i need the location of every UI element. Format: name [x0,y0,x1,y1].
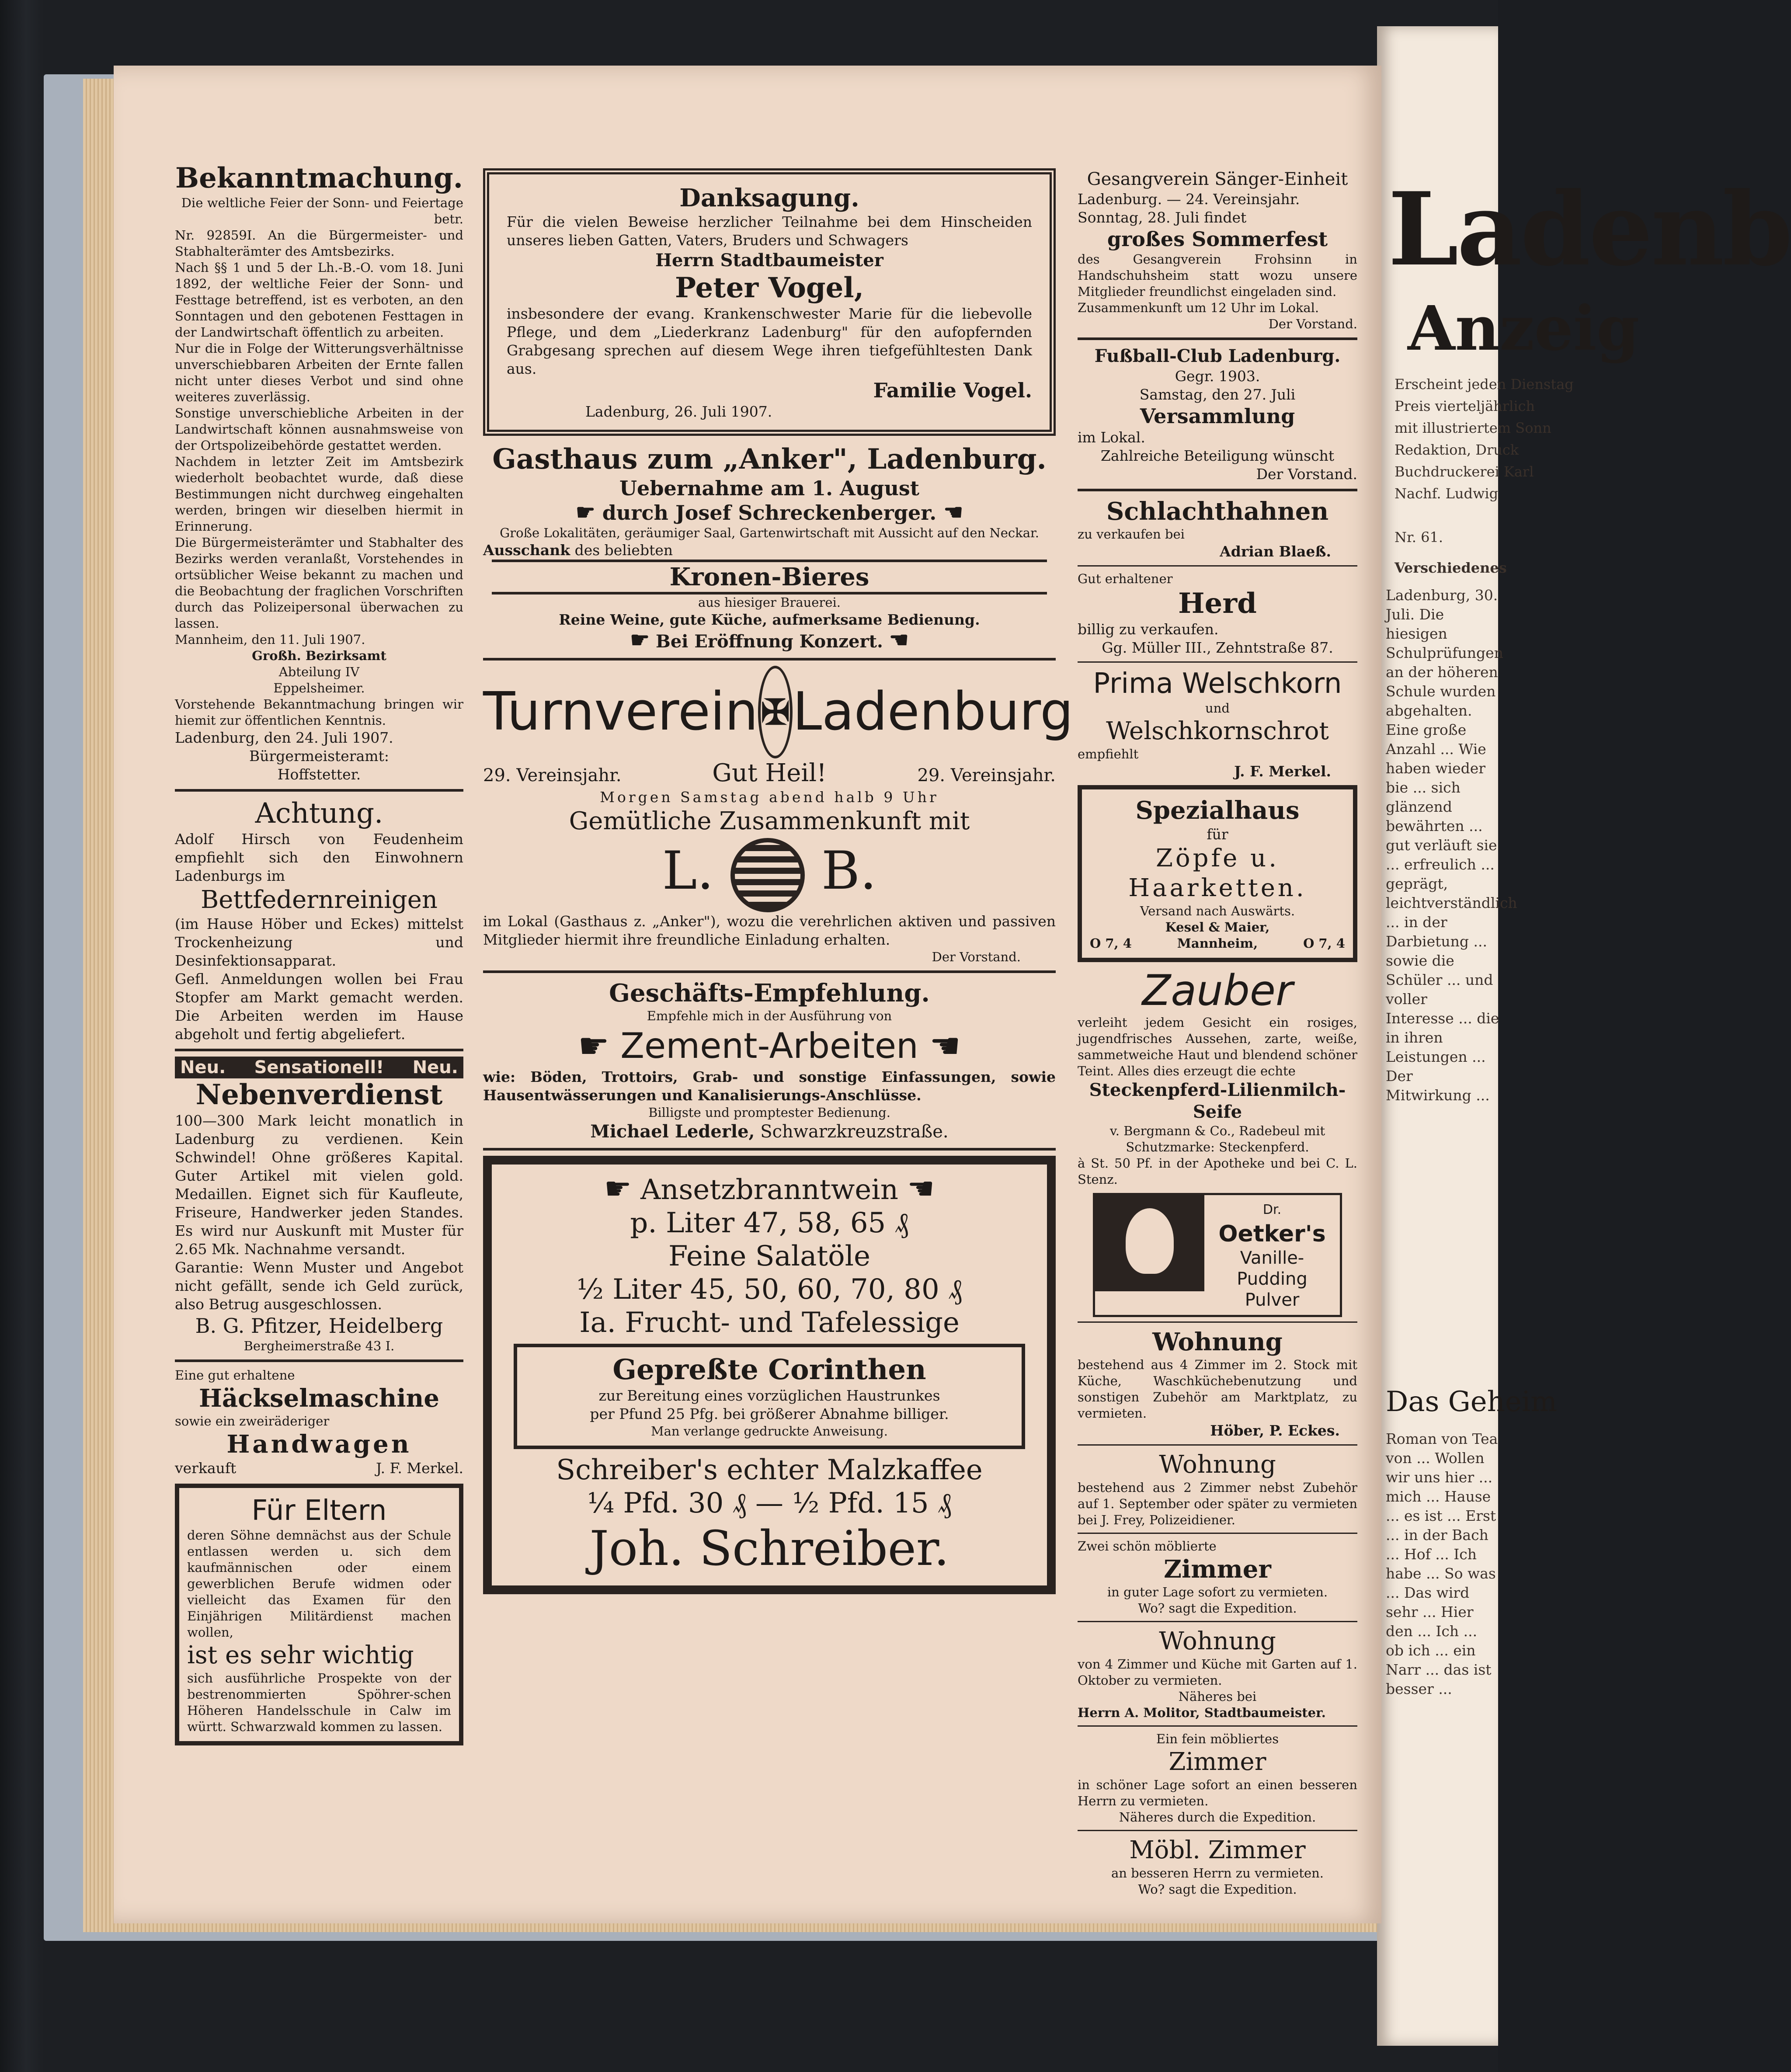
welschkorn-seller: J. F. Merkel. [1234,763,1331,780]
corinthen-text: Man verlange gedruckte Anweisung. [650,1423,888,1439]
sensational-label: Sensationell! [254,1057,384,1078]
fussball-title: Fußball-Club Ladenburg. [1094,346,1341,366]
pointing-hand-icon: ☚ [889,627,909,653]
nebenverdienst-text: Garantie: Wenn Muster und Angebot nicht gefällt, sende ich Geld zurück, also Betrug ausgeschlossen. [175,1259,463,1313]
hahnen-ad [1078,497,1357,561]
next-page-fragment [1377,26,1791,2046]
wohnung-ad-1 [1078,1327,1357,1440]
eltern-headline: ist es sehr wichtig [187,1641,414,1669]
announcement-signer: Eppelsheimer. [273,681,365,695]
oetker-ad [1093,1193,1342,1317]
spezialhaus-address: O 7, 4 [1303,936,1345,951]
eltern-text: deren Söhne demnächst aus der Schule entlassen werden u. sich dem kaufmännischen oder einem gewerblichen Berufe widmen oder vielleicht das Examen für den Einjährigen Militärdienst machen wollen, [187,1528,451,1640]
turnverein-ad [483,666,1074,965]
turnverein-year: 29. Vereinsjahr. [483,765,622,786]
announcement-number: Nr. 92859I. An die Bürgermeister- und Stabhalterämter des Amtsbezirks. [175,228,463,259]
next-page-article: Roman von Tea von ... Wollen wir uns hier ... mich ... Hause ... es ist ... Erst ... in der Bach ... Hof ... Ich habe ... So was ... Das wird sehr ... Hier den ... Ich ... ob ich ... ein Narr ... das ist besser ... [1386,1430,1498,1697]
danksagung-text: insbesondere der evang. Krankenschwester Marie für die liebevolle Pflege, und dem „Liederkranz Ladenburg" für den aufopfernden Grabgesang sprechen auf diesem Wege ihren tiefgefühltesten Dank aus. [507,305,1032,377]
schreiber-item: Schreiber's echter Malzkaffee [556,1453,983,1486]
wohnung-title: Wohnung [1159,1450,1276,1479]
barrel-icon [730,838,805,912]
wohnung-title: Wohnung [1159,1627,1276,1655]
zauber-text: v. Bergmann & Co., Radebeul mit Schutzmarke: Steckenpferd. [1109,1123,1325,1154]
danksagung-family: Familie Vogel. [873,379,1032,402]
turnverein-event: Gemütliche Zusammenkunft mit [569,807,970,835]
schreiber-ad [483,1156,1056,1594]
spezialhaus-firm: Kesel & Maier, [1165,920,1270,935]
announcement-paragraph: Vorstehende Bekanntmachung bringen wir hiemit zur öffentlichen Kenntnis. [175,697,463,728]
nebenverdienst-firm: B. G. Pfitzer, Heidelberg [195,1314,443,1338]
geschaeft-line: Billigste und promptester Bedienung. [648,1105,890,1120]
announcement-paragraph: Nach §§ 1 und 5 der Lh.-B.-O. vom 18. Juni 1892, der weltliche Feier der Sonn- und Festtage betreffend, ist es verboten, an den Sonntagen und den gebotenen Festtagen in der Landwirtschaft öffentlich zu arbeiten. [175,260,463,340]
haecksel-seller: J. F. Merkel. [376,1460,463,1477]
turnverein-city: Ladenburg [793,681,1074,742]
pointing-hand-icon: ☚ [929,1025,961,1066]
announcement-paragraph: Nur die in Folge der Witterungsverhältnisse unverschiebbaren Arbeiten der Ernte fallen nicht unter dieses Verbot und sind ohne weiteres zuverlässig. [175,341,463,404]
zauber-ad [1078,966,1357,1188]
fussball-sign: Der Vorstand. [1256,466,1357,483]
zauber-title: Zauber [1142,966,1293,1015]
hahnen-title: Schlachthahnen [1106,497,1329,526]
gesangverein-title: Gesangverein Sänger-Einheit [1087,169,1348,189]
zimmer-ad-3 [1078,1836,1357,1898]
welschkorn-title2: Welschkornschrot [1106,717,1329,745]
turnverein-letter-l: L. [662,841,714,901]
corinthen-text: zur Bereitung eines vorzüglichen Haustrunkes [598,1387,940,1404]
spezialhaus-line: Versand nach Auswärts. [1140,904,1295,918]
turnverein-text: im Lokal (Gasthaus z. „Anker"), wozu die verehrlichen aktiven und passiven Mitglieder hiermit ihre freundliche Einladung erhalten. [483,912,1056,948]
turnverein-year: 29. Vereinsjahr. [917,765,1056,786]
geschaeft-ad [483,978,1056,1143]
herd-line: billig zu verkaufen. [1078,621,1219,638]
schreiber-name: Joh. Schreiber. [589,1520,949,1576]
turnverein-letter-b: B. [821,841,877,901]
fussball-line: im Lokal. [1078,429,1145,446]
zimmer-text: Wo? sagt die Expedition. [1138,1601,1297,1616]
wohnung-owner: Höber, P. Eckes. [1210,1422,1340,1439]
haecksel-ad [175,1367,463,1478]
middle-column [483,168,1074,1594]
geschaeft-line: Empfehle mich in der Ausführung von [647,1008,892,1023]
left-column [175,162,463,1745]
announcement-date: Ladenburg, den 24. Juli 1907. [175,729,393,746]
zimmer-intro: Zwei schön möblierte [1078,1539,1217,1554]
haecksel-mid: sowie ein zweiräderiger [175,1414,330,1429]
anker-beer: Kronen-Bieres [492,560,1047,594]
schreiber-item: Ia. Frucht- und Tafelessige [579,1306,960,1339]
pointing-hand-icon: ☛ [604,1170,632,1206]
pointing-hand-icon: ☛ [575,499,595,525]
danksagung-text: Für die vielen Beweise herzlicher Teilnahme bei dem Hinscheiden unseres lieben Gatten, Vaters, Bruders und Schwagers [507,213,1032,249]
zimmer-intro: Ein fein möbliertes [1156,1731,1279,1746]
anker-ad [483,443,1056,653]
eltern-title: Für Eltern [251,1495,387,1527]
herd-seller: Gg. Müller III., Zehntstraße 87. [1102,639,1333,656]
achtung-text: Adolf Hirsch von Feudenheim empfiehlt sich den Einwohnern Ladenburgs im [175,831,463,884]
pointing-hand-icon: ☚ [907,1170,935,1206]
pointing-hand-icon: ☚ [943,499,963,525]
next-page-article: Ladenburg, 30. Juli. Die hiesigen Schulprüfungen an der höheren Schule wurden abgehalten. Eine große Anzahl ... Wie haben wieder bie ... sich glänzend bewährten ... gut verläuft sie ... erfreulich ... geprägt, leichtverständlich ... in der Darbietung ... sowie die Schüler ... und voller Interesse ... die in ihren Leistungen ... Der Mitwirkung ... [1386,587,1517,1104]
fussball-ad [1078,345,1357,483]
achtung-title: Achtung. [255,797,383,830]
achtung-service: Bettfedernreinigen [201,886,438,914]
announcement-signer: Hoffstetter. [277,766,361,783]
zimmer-ad-1 [1078,1538,1357,1617]
neu-label: Neu. [412,1057,458,1078]
nebenverdienst-ad [175,1057,463,1354]
spezialhaus-address: O 7, 4 [1090,936,1132,951]
anker-ausschank: Ausschank [483,542,570,559]
haecksel-intro: Eine gut erhaltene [175,1368,295,1383]
corinthen-title: Gepreßte Corinthen [612,1353,926,1386]
zauber-text: verleiht jedem Gesicht ein rosiges, jugendfrisches Aussehen, zarte, weiße, sammetweiche Haut und blendend schöner Teint. Alles dies erzeugt die echte [1078,1015,1357,1078]
gesangverein-line: Zusammenkunft um 12 Uhr im Lokal. [1078,300,1319,315]
fussball-event: Versammlung [1140,404,1295,428]
fussball-line: Zahlreiche Beteiligung wünscht [1100,447,1335,464]
turnverein-greeting: Gut Heil! [712,759,827,787]
turnverein-time: Morgen Samstag abend halb 9 Uhr [600,789,939,806]
announcement-office: Bürgermeisteramt: [249,747,389,765]
danksagung-name: Peter Vogel, [675,271,864,304]
announcement-date: Mannheim, den 11. Juli 1907. [175,632,365,647]
announcement-dept: Abteilung IV [278,664,360,679]
schreiber-item: Ansetzbranntwein [640,1173,898,1206]
schreiber-price: ½ Liter 45, 50, 60, 70, 80 ₰ [576,1273,963,1306]
hahnen-seller: Adrian Blaeß. [1220,543,1331,560]
oetker-product: Vanille-Pudding Pulver [1237,1248,1308,1310]
pointing-hand-icon: ☛ [578,1025,609,1066]
zimmer-text: in schöner Lage sofort an einen besseren Herrn zu vermieten. [1078,1777,1357,1808]
spezialhaus-product: Zöpfe u. Haarketten. [1128,844,1307,902]
geschaeft-title: Geschäfts-Empfehlung. [609,978,930,1008]
announcement [175,162,463,784]
haecksel-title: Häckselmaschine [198,1384,440,1413]
anker-brewery: aus hiesiger Brauerei. [698,595,841,610]
anker-service: Reine Weine, gute Küche, aufmerksame Bedienung. [559,611,980,628]
next-page-section: Verschiedenes [1395,560,1507,576]
zimmer-text: Näheres durch die Expedition. [1119,1810,1316,1825]
eltern-ad [175,1484,463,1745]
geschaeft-owner: Michael Lederle, [590,1121,755,1142]
geschaeft-address: Schwarzkreuzstraße. [760,1121,949,1142]
announcement-paragraph: Nachdem in letzter Zeit im Amtsbezirk wiederholt beobachtet wurde, daß diese Bestimmungen nicht durchweg eingehalten werden, bringen wir dieselben hiermit in Erinnerung. [175,454,463,534]
handwagen-title: Handwagen [226,1430,412,1459]
next-page-subtitle: Anzeig [1408,293,1640,365]
welschkorn-und: und [1205,701,1230,716]
zauber-product: Steckenpferd-Lilienmilch-Seife [1089,1080,1346,1122]
turnverein-emblem-icon: ✠ [758,666,793,758]
welschkorn-title: Prima Welschkorn [1093,667,1342,700]
wohnung-title: Wohnung [1152,1328,1283,1356]
schreiber-price: p. Liter 47, 58, 65 ₰ [630,1206,909,1239]
eltern-text: sich ausführliche Prospekte von der bestrenommierten Spöhrer-schen Höheren Handelsschule in Calw im württ. Schwarzwald kommen zu lassen. [187,1671,451,1734]
herd-intro: Gut erhaltener [1078,571,1173,586]
neu-label: Neu. [180,1057,226,1078]
geschaeft-service: Zement-Arbeiten [620,1025,918,1066]
welschkorn-line: empfiehlt [1078,747,1139,761]
achtung-ad [175,797,463,1043]
announcement-intro: Die weltliche Feier der Sonn- und Feiertage betr. [181,195,463,226]
danksagung-date: Ladenburg, 26. Juli 1907. [585,403,772,420]
zimmer-text: Wo? sagt die Expedition. [1138,1882,1297,1897]
oetker-dr: Dr. [1262,1202,1282,1217]
schreiber-price: ¼ Pfd. 30 ₰ — ½ Pfd. 15 ₰ [587,1487,952,1519]
anker-owner: durch Josef Schreckenberger. [602,501,937,525]
gesangverein-ad [1078,168,1357,332]
zauber-text: à St. 50 Pf. in der Apotheke und bei C. L. Stenz. [1078,1156,1357,1187]
next-page-line: Nachf. Ludwig [1395,485,1499,502]
corinthen-text: per Pfund 25 Pfg. bei größerer Abnahme billiger. [590,1405,949,1422]
anker-takeover: Uebernahme am 1. August [619,476,920,500]
next-page-line: Preis vierteljährlich [1395,398,1535,414]
spezialhaus-ad [1078,785,1357,962]
achtung-text: Gefl. Anmeldungen wollen bei Frau Stopfer am Markt gemacht werden. Die Arbeiten werden im Hause abgeholt und fertig abgeliefert. [175,970,463,1043]
gesangverein-line: Sonntag, 28. Juli findet [1078,209,1247,226]
anker-ausschank-text: des beliebten [574,542,673,559]
danksagung-ad [483,168,1056,436]
right-column [1078,168,1357,1898]
anker-concert: Bei Eröffnung Konzert. [656,631,883,652]
announcement-title: Bekanntmachung. [175,162,463,195]
next-page-masthead: Ladenb [1388,170,1791,289]
spezialhaus-title: Spezialhaus [1135,796,1300,825]
wohnung-text: Näheres bei [1178,1689,1257,1704]
announcement-paragraph: Sonstige unverschiebliche Arbeiten in der Landwirtschaft können ausnahmsweise von der Ortspolizeibehörde gestattet werden. [175,406,463,453]
oetker-portrait-icon [1095,1195,1204,1291]
next-page-line: Redaktion, Druck [1395,442,1519,458]
hahnen-line: zu verkaufen bei [1078,527,1185,542]
turnverein-sign: Der Vorstand. [932,949,1021,964]
nebenverdienst-text: 100—300 Mark leicht monatlich in Ladenburg zu verdienen. Kein Schwindel! Ohne größeres Kapital. Guter Artikel mit vielen gold. Medaillen. Eignet sich für Kaufleute, Friseure, Handwerker jeden Standes. Es wird nur Auskunft mit Muster für 2.65 Mk. Nachnahme versandt. [175,1112,463,1258]
zimmer-text: in guter Lage sofort zu vermieten. [1107,1585,1328,1599]
fussball-year: Gegr. 1903. [1175,368,1260,385]
anker-description: Große Lokalitäten, geräumiger Saal, Gartenwirtschaft mit Aussicht auf den Neckar. [500,525,1039,540]
wohnung-owner: Herrn A. Molitor, Stadtbaumeister. [1078,1705,1326,1720]
oetker-name: Oetker's [1218,1221,1326,1247]
wohnung-ad-2 [1078,1450,1357,1528]
gesangverein-sign: Der Vorstand. [1268,316,1357,331]
herd-title: Herd [1178,587,1257,620]
herd-ad [1078,571,1357,657]
next-page-line: Erscheint jeden Dienstag [1395,376,1574,393]
wohnung-ad-3 [1078,1627,1357,1721]
spezialhaus-fuer: für [1207,826,1228,843]
wohnung-text: bestehend aus 4 Zimmer im 2. Stock mit Küche, Waschküchebenutzung und sonstigen Zubehör am Marktplatz, zu vermieten. [1078,1357,1357,1421]
haecksel-sell: verkauft [175,1460,236,1477]
danksagung-title: Danksagung. [679,184,859,212]
nebenverdienst-address: Bergheimerstraße 43 I. [243,1338,395,1353]
geschaeft-text: wie: Böden, Trottoirs, Grab- und sonstige Einfassungen, sowie Hausentwässerungen und Kanalisierungs-Anschlüsse. [483,1068,1056,1104]
nebenverdienst-title: Nebenverdienst [195,1078,443,1111]
next-page-issue-number: Nr. 61. [1395,529,1443,546]
next-page-line: Buchdruckerei Karl [1395,463,1534,480]
welschkorn-ad [1078,667,1357,781]
zimmer-text: an besseren Herrn zu vermieten. [1111,1866,1324,1881]
announcement-paragraph: Die Bürgermeisterämter und Stabhalter des Bezirks werden veranlaßt, Vorstehendes in ortsüblicher Weise bekannt zu machen und die Beobachtung der fraglichen Vorschriften durch das Polizeipersonal überwachen zu lassen. [175,535,463,631]
next-page-heading: Das Geheim [1386,1386,1557,1418]
corinthen-box [514,1344,1025,1449]
pointing-hand-icon: ☛ [630,627,650,653]
achtung-text: (im Hause Höber und Eckes) mittelst Trockenheizung und Desinfektionsapparat. [175,915,463,969]
zimmer-title: Zimmer [1164,1555,1271,1584]
schreiber-item: Feine Salatöle [668,1240,870,1272]
fussball-date: Samstag, den 27. Juli [1139,386,1296,403]
zimmer-title: Zimmer [1168,1748,1266,1776]
announcement-office: Großh. Bezirksamt [252,648,386,663]
spezialhaus-city: Mannheim, [1177,936,1258,951]
gesangverein-text: des Gesangverein Frohsinn in Handschuhsheim statt wozu unsere Mitglieder freundlichst eingeladen sind. [1078,252,1357,299]
gesangverein-line: Ladenburg. — 24. Vereinsjahr. [1078,191,1300,208]
turnverein-word: Turnverein [483,681,758,742]
gesangverein-event: großes Sommerfest [1107,227,1328,251]
wohnung-text: bestehend aus 2 Zimmer nebst Zubehör auf 1. September oder später zu vermieten bei J. Frey, Polizeidiener. [1078,1480,1357,1527]
wohnung-text: von 4 Zimmer und Küche mit Garten auf 1. Oktober zu vermieten. [1078,1657,1357,1688]
danksagung-rank: Herrn Stadtbaumeister [655,250,883,271]
next-page-line: mit illustriertem Sonn [1395,420,1551,436]
zimmer-title: Möbl. Zimmer [1129,1836,1306,1864]
anker-title: Gasthaus zum „Anker", Ladenburg. [492,443,1047,476]
neu-banner [175,1057,463,1078]
zimmer-ad-2 [1078,1731,1357,1825]
